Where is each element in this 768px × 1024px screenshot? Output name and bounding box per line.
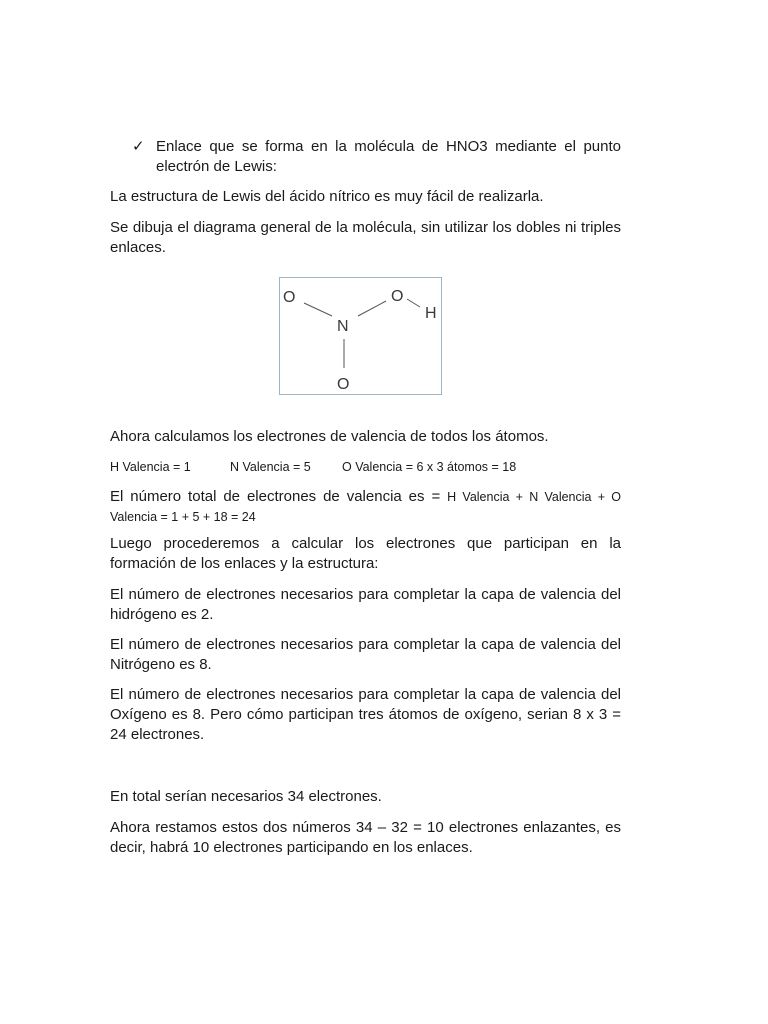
total-valence-lead: El número total de electrones de valencia es = [110, 488, 448, 505]
hno3-skeleton-svg [280, 278, 443, 396]
atom-oxygen-left: O [283, 289, 296, 306]
bond-n-o-right [358, 301, 386, 316]
bond-n-o-left [304, 303, 332, 316]
valence-n: N Valencia = 5 [230, 460, 311, 474]
atom-hydrogen: H [425, 305, 437, 322]
total-valence-formula: H Valencia + N Valencia + O Valencia = 1 + 5 + 18 = 24 [110, 490, 621, 524]
paragraph-valence-calc: Ahora calculamos los electrones de valencia de todos los átomos. [110, 428, 549, 445]
paragraph-nitrogen: El número de electrones necesarios para completar la capa de valencia del Nitrógeno es 8. [110, 636, 621, 673]
atom-nitrogen: N [337, 318, 349, 335]
atom-oxygen-right: O [391, 288, 404, 305]
paragraph-diagram-description: Se dibuja el diagrama general de la molécula, sin utilizar los dobles ni triples enlaces. [110, 219, 621, 256]
lewis-structure-diagram [279, 277, 442, 395]
valence-h: H Valencia = 1 [110, 460, 191, 474]
atom-oxygen-bottom: O [337, 376, 350, 393]
checkmark-icon: ✓ [132, 138, 145, 155]
paragraph-bond-electrons: Luego procederemos a calcular los electrones que participan en la formación de los enlaces y la estructura: [110, 535, 621, 572]
bond-o-h [407, 299, 420, 307]
paragraph-bonding-electrons: Ahora restamos estos dos números 34 – 32 = 10 electrones enlazantes, es decir, habrá 10 electrones participando en los enlaces. [110, 819, 621, 856]
paragraph-hydrogen: El número de electrones necesarios para completar la capa de valencia del hidrógeno es 2. [110, 586, 621, 623]
valence-o: O Valencia = 6 x 3 átomos = 18 [342, 460, 517, 474]
valence-values-row [110, 457, 621, 477]
checklist-text: Enlace que se forma en la molécula de HNO3 mediante el punto electrón de Lewis: [156, 138, 621, 175]
paragraph-total-valence [110, 487, 621, 527]
paragraph-total-needed: En total serían necesarios 34 electrones. [110, 788, 382, 805]
paragraph-lewis-intro: La estructura de Lewis del ácido nítrico es muy fácil de realizarla. [110, 188, 544, 205]
paragraph-oxygen: El número de electrones necesarios para completar la capa de valencia del Oxígeno es 8. Pero cómo participan tres átomos de oxígeno, serian 8 x 3 = 24 electrones. [110, 686, 621, 743]
